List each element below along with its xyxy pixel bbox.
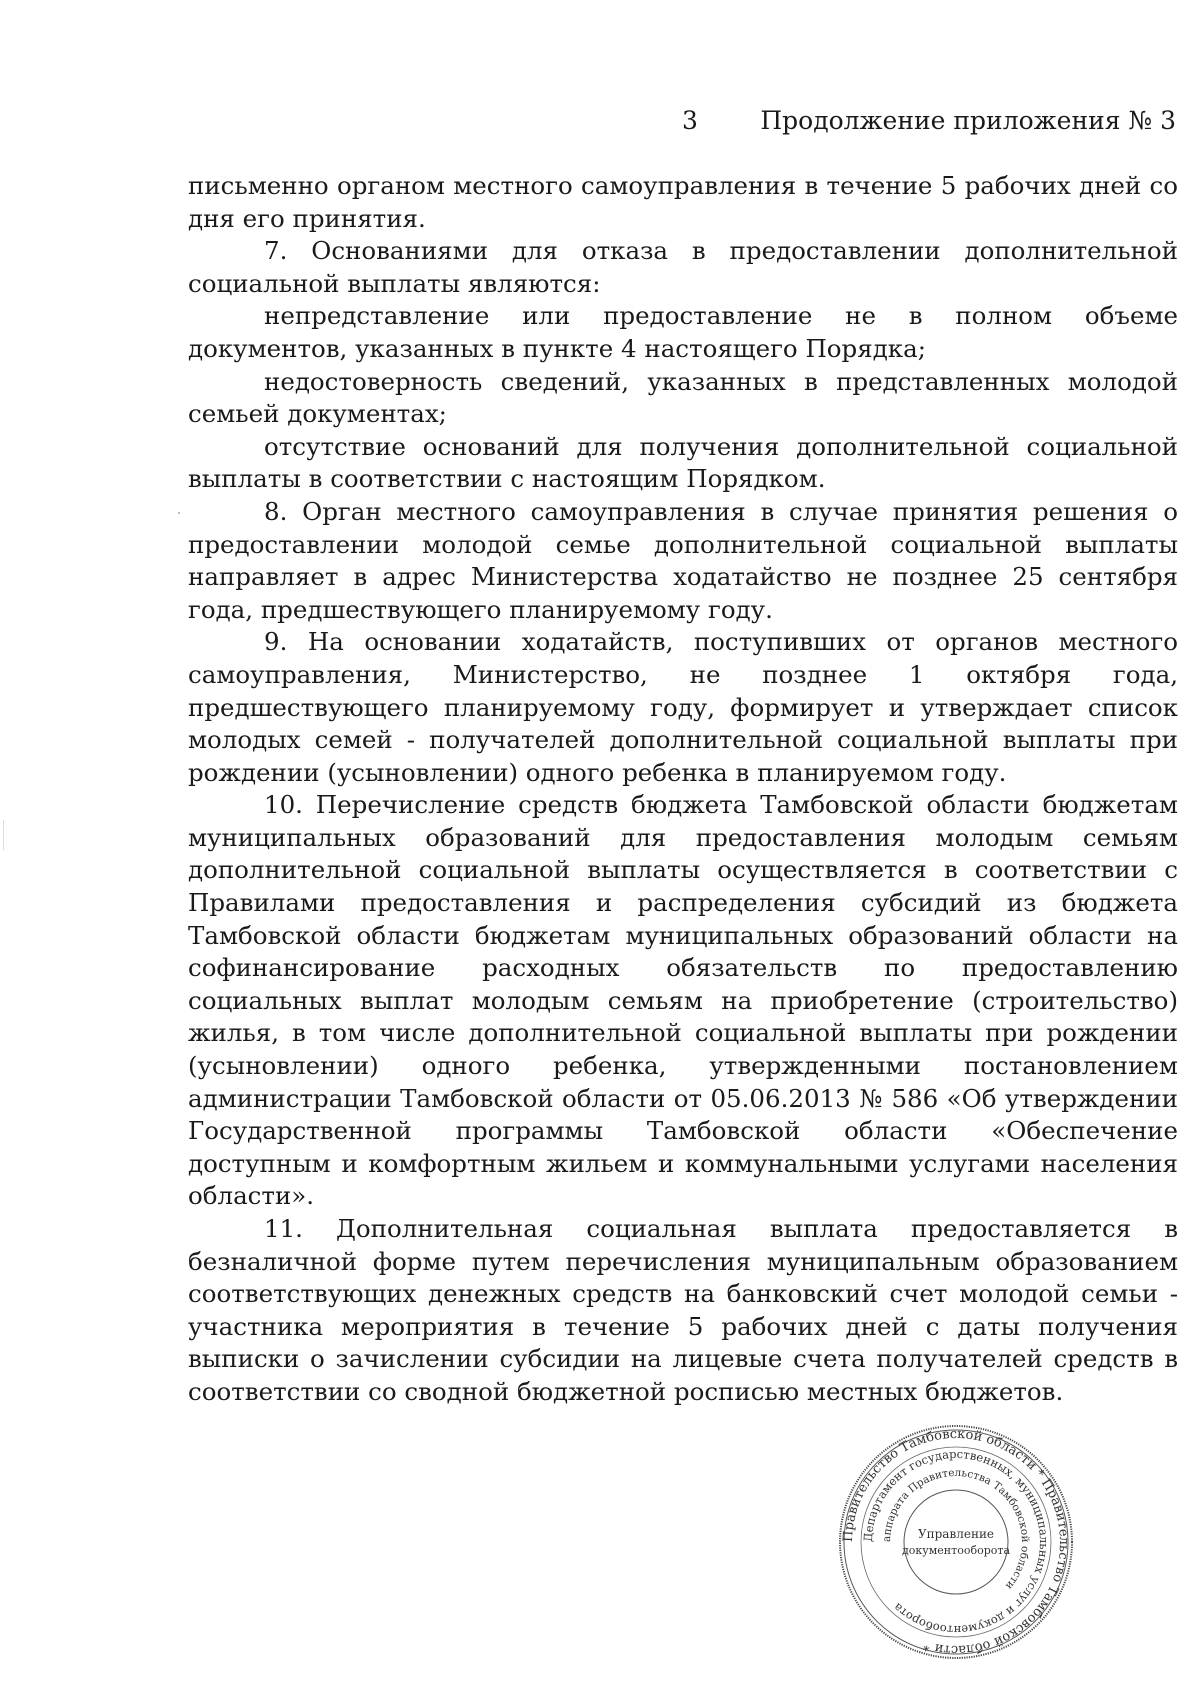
paragraph-10: 10. Перечисление средств бюджета Тамбовской области бюджетам муниципальных образований для предоставления молодым семьям дополнительной социальной выплаты осуществляется в соответствии с Правилами предоставления и распределения субсидий из бюджета Тамбовской области бюджетам муниципальных образований области на софинансирование расходных обязательств по предоставлению социальных выплат молодым семьям на приобретение (строительство) жилья, в том числе дополнительной социальной выплаты при рождении (усыновлении) одного ребенка, утвержденными постановлением администрации Тамбовской области от 05.06.2013 № 586 «Об утверждении Государственной программы Тамбовской области «Обеспечение доступным и комфортным жильем и коммунальными услугами населения области».	[188, 790, 1178, 1211]
page-number: 3	[682, 106, 698, 135]
paragraph-7-item-3: отсутствие оснований для получения дополнительной социальной выплаты в соответствии с настоящим Порядком.	[188, 431, 1178, 494]
scan-edge-mark	[3, 820, 4, 850]
stamp-middle-text: Департамент государственных, муниципальных услуг и документооборота	[860, 1446, 1052, 1638]
stamp-center-line-1: Управление	[917, 1527, 995, 1541]
stamp-graphic	[838, 1424, 1074, 1660]
official-stamp	[838, 1424, 1074, 1660]
paragraph-7-item-1: непредставление или предоставление не в полном объеме документов, указанных в пункте 4 настоящего Порядка;	[188, 301, 1178, 363]
paragraph-continuation: письменно органом местного самоуправления в течение 5 рабочих дней со дня его принятия.	[188, 171, 1178, 233]
stamp-center-line-2: документооборота	[901, 1544, 1011, 1557]
appendix-continuation-note: Продолжение приложения № 3	[760, 106, 1176, 135]
stamp-outer-text: Правительство Тамбовской области * Правительство Тамбовской области *	[840, 1426, 1072, 1658]
paragraph-7-item-2: недостоверность сведений, указанных в представленных молодой семьей документах;	[188, 366, 1178, 429]
paragraph-8: 8. Орган местного самоуправления в случае принятия решения о предоставлении молодой семье дополнительной социальной выплаты направляет в адрес Министерства ходатайство не позднее 25 сентября года, предшествующего планируемому году.	[188, 496, 1178, 624]
paragraph-11: 11. Дополнительная социальная выплата предоставляется в безналичной форме путем перечисления муниципальным образованием соответствующих денежных средств на банковский счет молодой семьи - участника мероприятия в течение 5 рабочих дней с даты получения выписки о зачислении субсидии на лицевые счета получателей средств в соответствии со сводной бюджетной росписью местных бюджетов.	[188, 1214, 1178, 1406]
document-body	[188, 170, 1178, 1409]
stamp-inner-text: аппарата Правительства Тамбовской области	[880, 1466, 1032, 1592]
scan-speck	[178, 512, 180, 514]
paragraph-9: 9. На основании ходатайств, поступивших от органов местного самоуправления, Министерство, не позднее 1 октября года, предшествующего планируемому году, формирует и утверждает список молодых семей - получателей дополнительной социальной выплаты при рождении (усыновлении) одного ребенка в планируемом году.	[188, 627, 1178, 787]
paragraph-7: 7. Основаниями для отказа в предоставлении дополнительной социальной выплаты являются:	[188, 236, 1178, 298]
